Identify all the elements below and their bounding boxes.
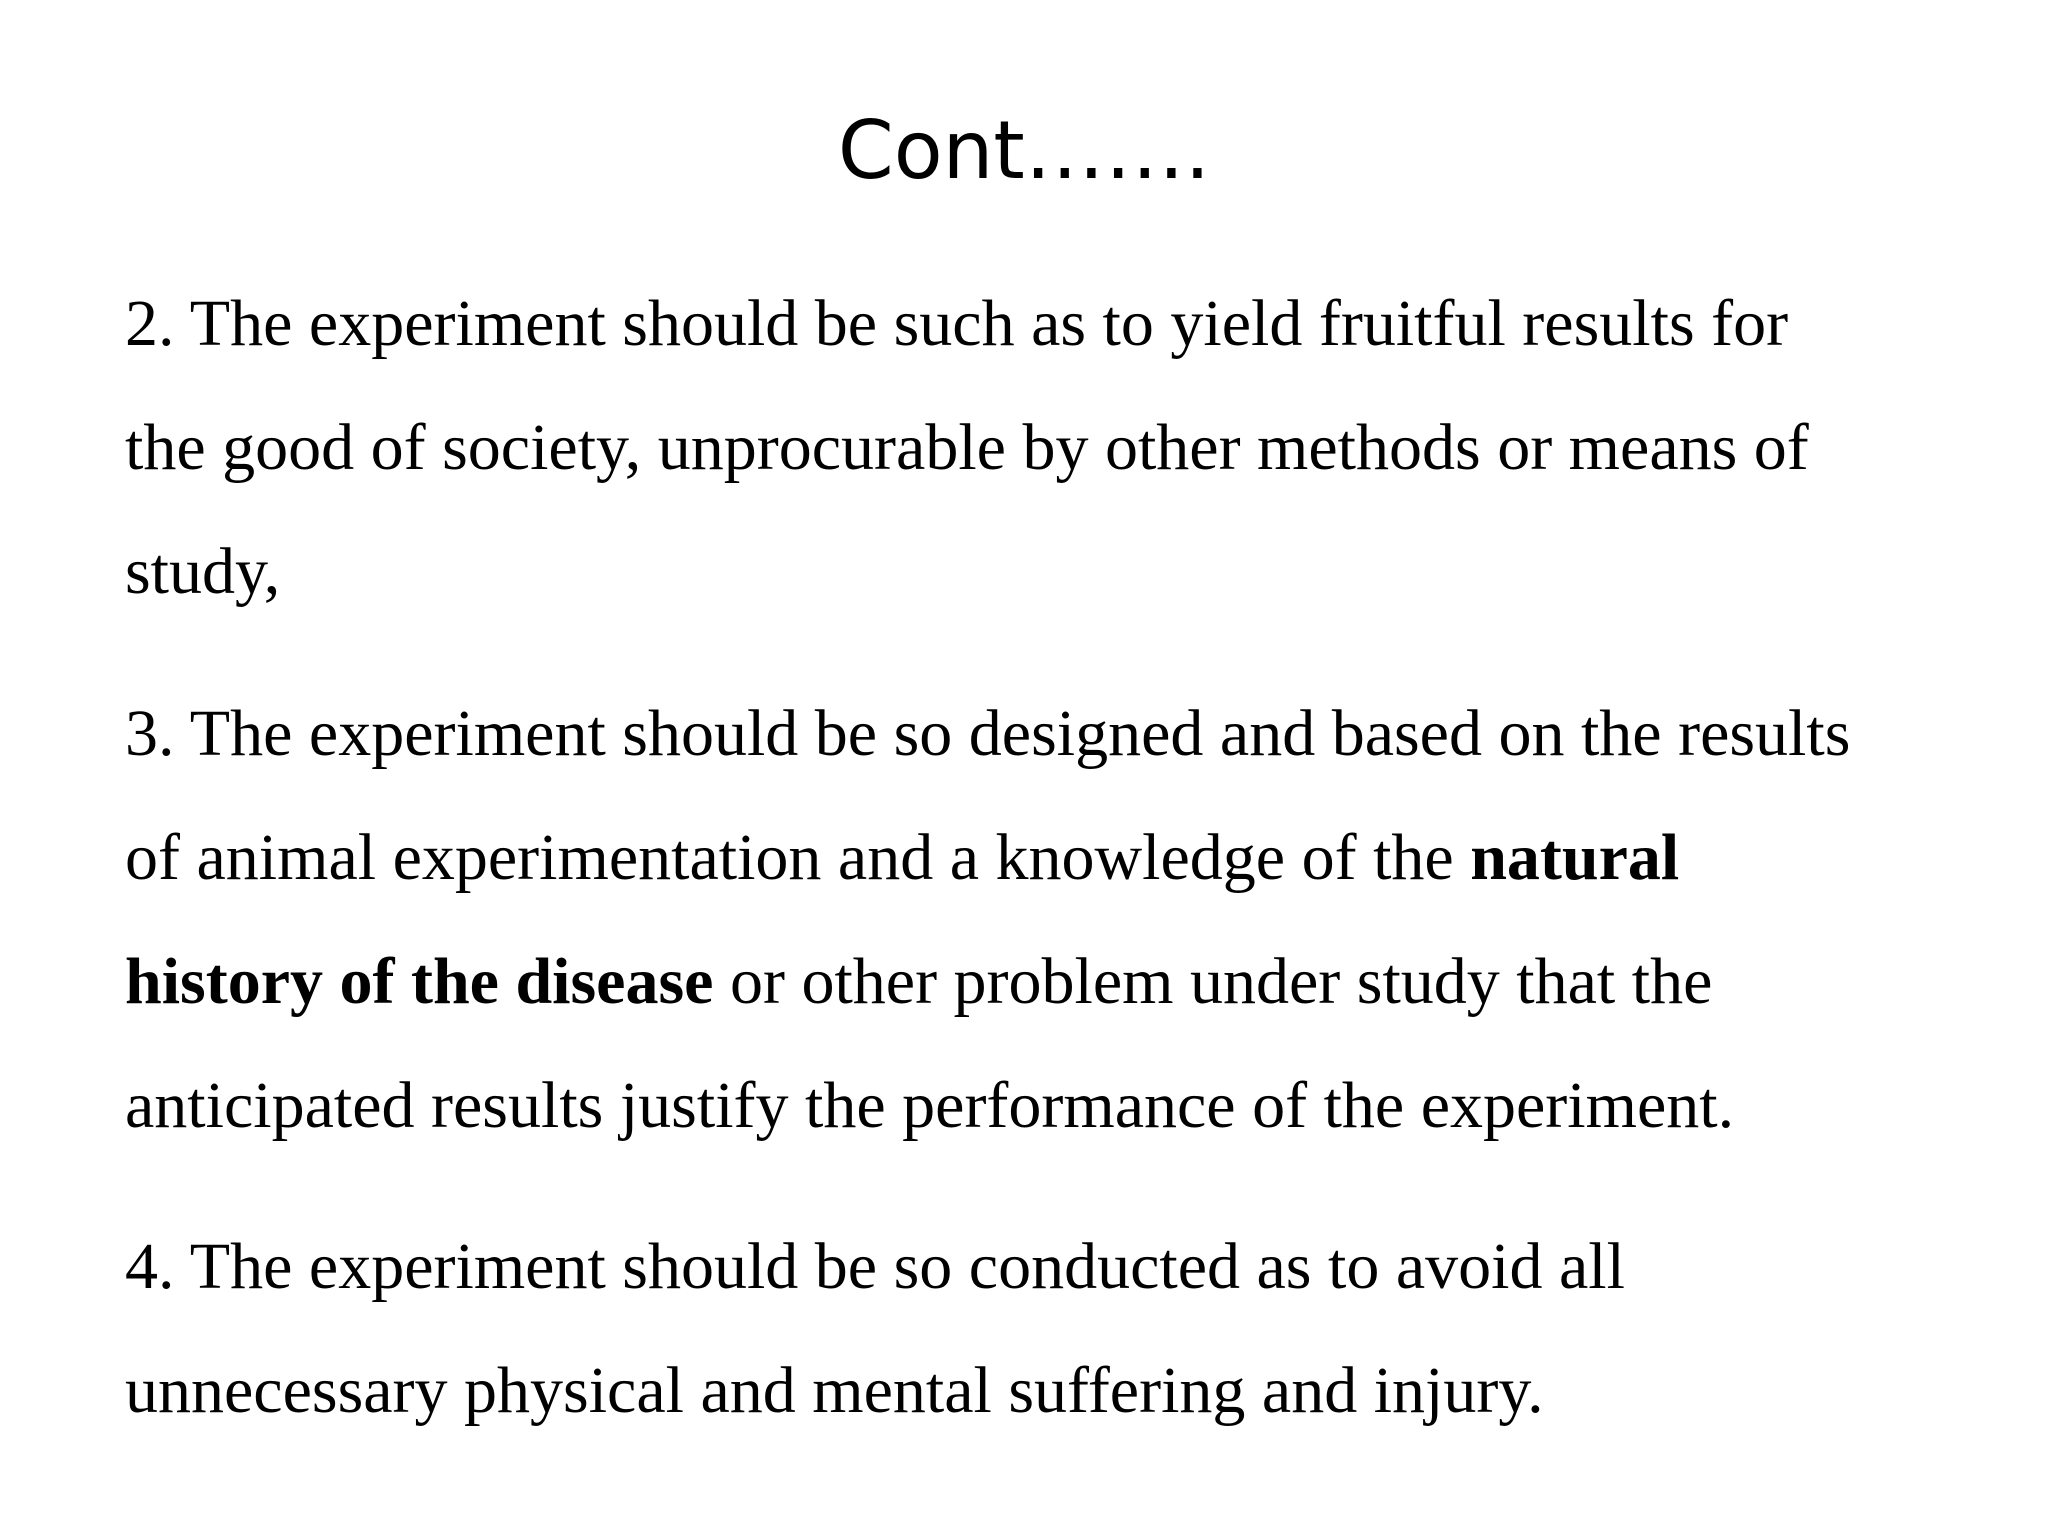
point-4 (125, 1205, 1985, 1453)
point-2-line-3: study, (125, 535, 281, 608)
point-2-line-2: the good of society, unprocurable by other methods or means of (125, 411, 1809, 484)
point-3-line-1: 3. The experiment should be so designed and based on the results (125, 697, 1851, 770)
point-3-line-3-text: or other problem under study that the (713, 945, 1713, 1018)
emphasis-history-of-the-disease: history of the disease (125, 945, 714, 1018)
point-4-line-1: 4. The experiment should be so conducted as to avoid all (125, 1230, 1625, 1303)
point-3-line-2 (125, 796, 1985, 920)
point-2-line-1: 2. The experiment should be such as to yield fruitful results for (125, 287, 1789, 360)
emphasis-natural: natural (1470, 821, 1680, 894)
point-3-line-3 (125, 920, 1985, 1044)
point-2 (125, 262, 1985, 634)
point-4-line-2: unnecessary physical and mental suffering and injury. (125, 1354, 1544, 1427)
point-3-line-4: anticipated results justify the performance of the experiment. (125, 1069, 1735, 1142)
slide-title: Cont……. (837, 104, 1211, 197)
point-3-line-2-text: of animal experimentation and a knowledge of the (125, 821, 1471, 894)
point-3 (125, 672, 1985, 1168)
